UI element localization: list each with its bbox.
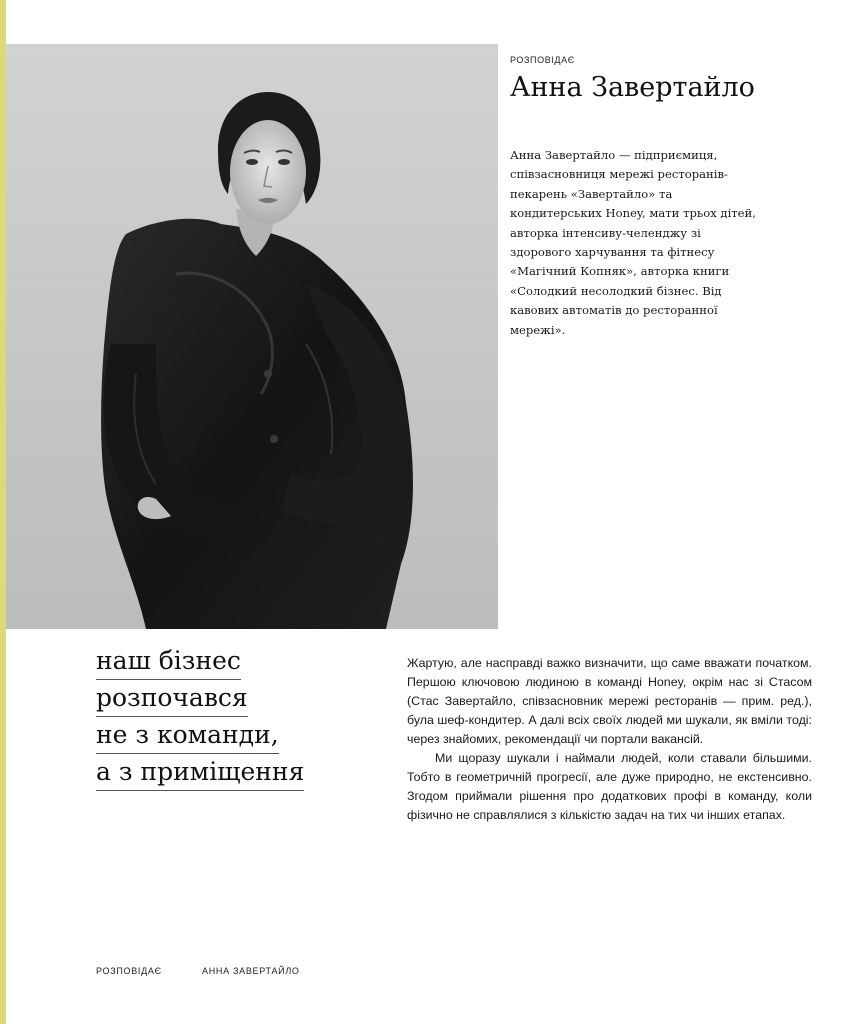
pull-quote-line: розпочався	[96, 680, 248, 717]
article-body	[407, 654, 812, 825]
speaker-bio: Анна Завертайло — підприємиця, співзасновниця мережі ресторанів-пекарень «Завертайло» та кондитерських Honey, мати трьох дітей, авторка інтенсиву-челенджу зі здорового харчування та фітнесу «Магічний Копняк», авторка книги «Солодкий несолодкий бізнес. Від кавових автоматів до ресторанної мережі».	[510, 148, 756, 337]
speaker-kicker: РОЗПОВІДАЄ	[510, 55, 575, 65]
pull-quote-line: наш бізнес	[96, 643, 241, 680]
pull-quote-line: не з команди,	[96, 717, 279, 754]
pull-quote-line: а з приміщення	[96, 754, 304, 791]
speaker-name: Анна Завертайло	[510, 72, 755, 103]
article-paragraph: Ми щоразу шукали і наймали людей, коли ставали більшими. Тобто в геометричній прогресії, але дуже природно, не екстенсивно. Згодом приймали рішення про додаткових профі в команду, коли фізично не справлялися з кількістю задач на тих чи інших етапах.	[407, 751, 812, 822]
pull-quote	[96, 643, 304, 791]
portrait-photo	[6, 44, 498, 629]
footer-kicker: РОЗПОВІДАЄ	[96, 966, 162, 976]
portrait-illustration	[6, 44, 498, 629]
article-paragraph: Жартую, але насправді важко визначити, що саме вважати початком. Першою ключовою людиною в команді Honey, окрім нас зі Стасом (Стас Завертайло, співзасновник мережі ресторанів — прим. ред.), була шеф-кондитер. А далі всіх своїх людей ми шукали, як вміли тоді: через знайомих, рекомендації чи портали вакансій.	[407, 656, 812, 746]
footer-author: АННА ЗАВЕРТАЙЛО	[202, 966, 300, 976]
